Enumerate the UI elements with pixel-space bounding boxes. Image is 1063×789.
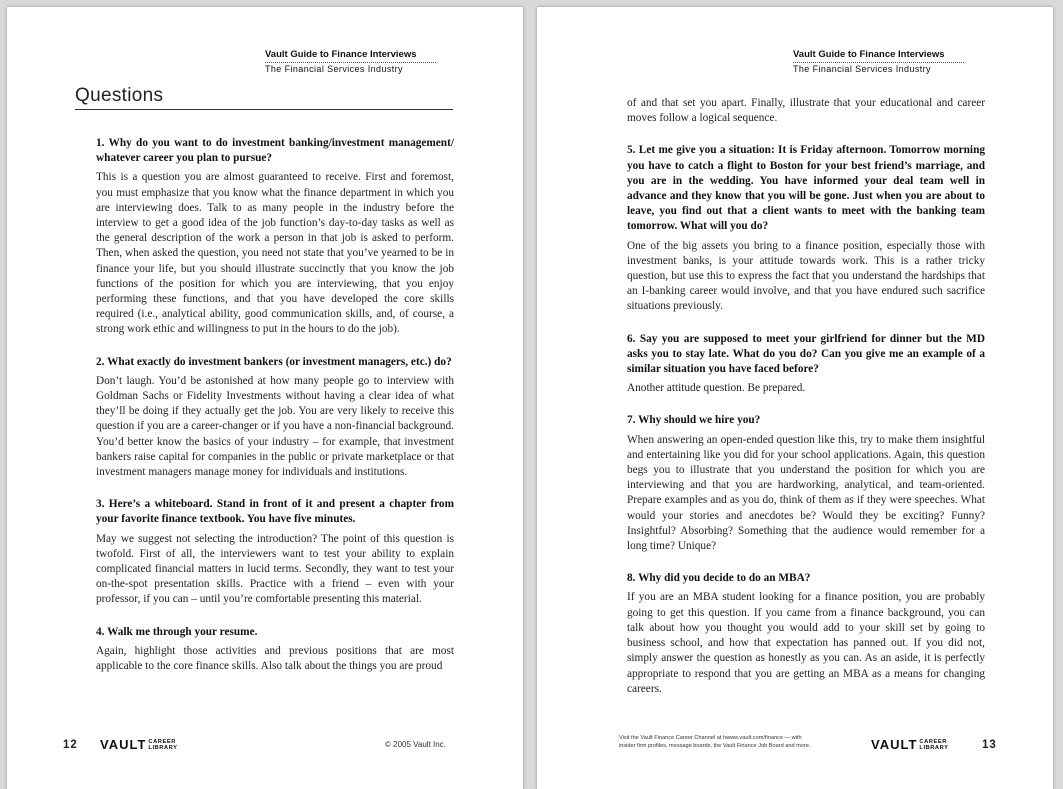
logo-line-career: CAREER	[919, 738, 947, 745]
page-number: 13	[982, 739, 997, 751]
left-page	[7, 7, 523, 789]
question-6: 6. Say you are supposed to meet your girlfriend for dinner but the MD asks you to stay late. What do you do? Can you give me an example of a similar situation you have faced before?	[627, 332, 985, 376]
question-4: 4. Walk me through your resume.	[96, 625, 258, 638]
answer-4: Again, highlight those activities and previous positions that are most applicable to the core finance skills. Also talk about the things you are proud	[96, 644, 454, 673]
running-head-subtitle: The Financial Services Industry	[793, 64, 931, 74]
answer-2: Don’t laugh. You’d be astonished at how many people go to interview with Goldman Sachs or Fidelity Investments without having a clear idea of what they’ll be doing if they actually get the job. You are very likely to receive this question if you are a career-changer or if you have a non-financial background. You’d better know the basics of your industry – for example, that investment bankers raise capital for companies in the public or private marketplace or that investment managers manage money for individuals and institutions.	[96, 374, 454, 479]
answer-5: One of the big assets you bring to a finance position, especially those with investment banks, is your attitude towards work. This is a rather tricky question, but use this to express the fact that you understand the hardships that an I-banking career would involve, and that you have endured such sacrifice situations previously.	[627, 239, 985, 313]
question-3: 3. Here’s a whiteboard. Stand in front of it and present a chapter from your favorite finance textbook. You have five minutes.	[96, 498, 454, 526]
page-number: 12	[63, 739, 78, 751]
footer-note-line-2: insider firm profiles, message boards, the Vault Finance Job Board and more.	[619, 743, 811, 749]
logo-line-career: CAREER	[148, 738, 176, 745]
logo-subtitle	[919, 739, 948, 751]
running-head-title: Vault Guide to Finance Interviews	[793, 49, 964, 63]
logo-line-library: LIBRARY	[148, 744, 178, 751]
copyright: © 2005 Vault Inc.	[385, 740, 446, 749]
answer-4-continued: of and that set you apart. Finally, illustrate that your educational and career moves follow a logical sequence.	[627, 97, 985, 125]
answer-1: This is a question you are almost guaranteed to receive. First and foremost, you must emphasize that you know what the finance department in which you are interviewing does. Talk to as many people in the industry before the interview to get a good idea of the job function’s day-to-day tasks as well as the general description of the work a person in that job is asked to perform. Then, when asked the question, you need not state that you’ve yearned to be in finance your life, but you should illustrate succinctly that you know the job functions of the position for which you are interviewing, that you enjoy performing these functions, and that you have developed the core skills required (i.e., analytical ability, good communication skills, and, of course, a strong work ethic and willingness to put in the hours to do the job).	[96, 171, 454, 336]
logo-line-library: LIBRARY	[919, 744, 949, 751]
logo-subtitle	[148, 739, 177, 751]
section-title: Questions	[75, 85, 453, 110]
right-footer	[537, 735, 1053, 753]
running-head-subtitle: The Financial Services Industry	[265, 64, 403, 74]
right-page	[537, 7, 1053, 789]
footer-note	[619, 734, 859, 750]
answer-3: May we suggest not selecting the introduction? The point of this question is twofold. First of all, the interviewers want to test your ability to explain complicated financial matters in lucid terms. Secondly, they want to test your on-the-spot presentation skills. Practice with a friend – even with your professor, if you can – until you’re comfortable presenting this material.	[96, 532, 454, 606]
running-head-title: Vault Guide to Finance Interviews	[265, 49, 436, 63]
answer-8: If you are an MBA student looking for a finance position, you are probably going to get this question. If you came from a finance background, you can talk about how you thought you would add to your skill set by going to business school, and how that expectation has panned out. If you did not, simply answer the question as honestly as you can. As an aside, it is perfectly appropriate to respond that you are getting an MBA as a means for changing careers.	[627, 591, 985, 695]
question-5: 5. Let me give you a situation: It is Friday afternoon. Tomorrow morning you have to catch a flight to Boston for your best friend’s marriage, and you are in the wedding. You have informed your deal team well in advance and they know that you will be gone. Just when you are about to leave, you find out that a client wants to meet with the banking team tomorrow. What will you do?	[627, 144, 985, 233]
answer-7: When answering an open-ended question like this, try to make them insightful and entertaining like you did for your school applications. Again, this question begs you to illustrate that you understand the position for which you are interviewing and that you are hardworking, analytical, and team-oriented. Prepare examples and as you do, think of them as if they were speeches. What would your stories and anecdotes be? Would they be exciting? Funny? Insightful? Absorbing? Something that the audience would remember for a long time? Unique?	[627, 433, 985, 553]
running-head	[265, 49, 436, 75]
question-2: 2. What exactly do investment bankers (or investment managers, etc.) do?	[96, 355, 452, 368]
left-text-column	[96, 136, 454, 674]
logo-word: VAULT	[871, 737, 918, 752]
footer-note-line-1: Visit the Vault Finance Career Channel at hwww.vault.com/finance — with	[619, 735, 802, 741]
vault-logo	[871, 737, 948, 752]
running-head	[793, 49, 964, 75]
question-1: 1. Why do you want to do investment banking/investment management/ whatever career you plan to pursue?	[96, 137, 454, 165]
logo-word: VAULT	[100, 737, 147, 752]
vault-logo	[100, 737, 177, 752]
left-footer	[7, 739, 523, 753]
question-7: 7. Why should we hire you?	[627, 414, 761, 427]
answer-6: Another attitude question. Be prepared.	[627, 382, 806, 395]
right-text-column	[627, 96, 985, 697]
question-8: 8. Why did you decide to do an MBA?	[627, 572, 811, 585]
